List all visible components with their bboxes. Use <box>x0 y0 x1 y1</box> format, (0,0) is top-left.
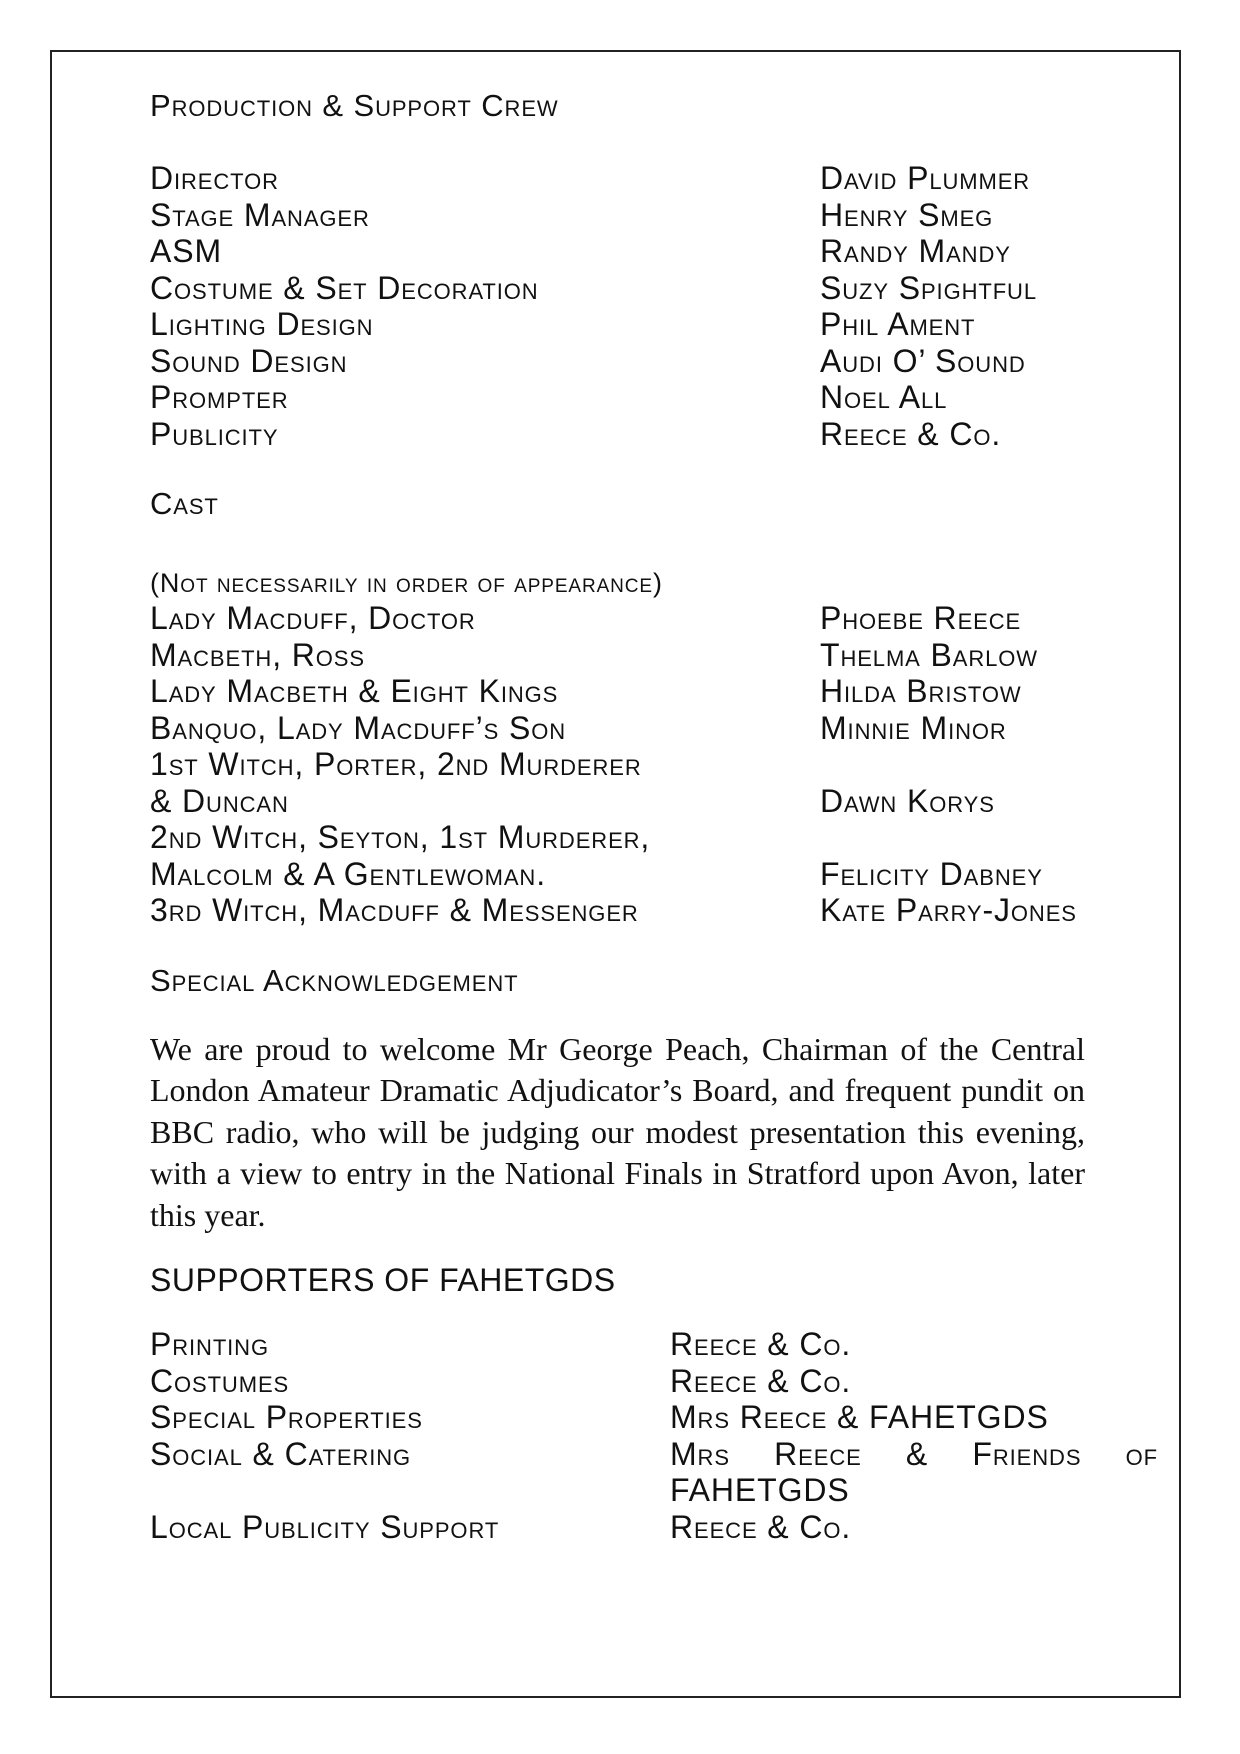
cast-note: (Not necessarily in order of appearance) <box>150 568 663 598</box>
crew-row <box>150 416 1160 453</box>
crew-name: Phil Ament <box>820 306 976 342</box>
cast-role: Macbeth, Ross <box>150 636 365 673</box>
crew-role: Sound Design <box>150 342 348 379</box>
cast-actor: Thelma Barlow <box>820 636 1038 673</box>
crew-name: David Plummer <box>820 160 1031 196</box>
crew-name: Audi O’ Sound <box>820 342 1026 379</box>
cast-role: & Duncan <box>150 782 289 819</box>
cast-actor: Minnie Minor <box>820 709 1007 746</box>
crew-role: ASM <box>150 233 223 269</box>
crew-role: Director <box>150 160 279 196</box>
supporter-role: Printing <box>150 1326 269 1362</box>
cast-actor: Phoebe Reece <box>820 600 1022 636</box>
crew-row <box>150 197 1160 234</box>
programme-page <box>150 88 1160 1545</box>
supporter-row <box>150 1326 1160 1363</box>
cast-role: 2nd Witch, Seyton, 1st Murderer, <box>150 819 651 855</box>
cast-row <box>150 856 1160 893</box>
supporter-role: Local Publicity Support <box>150 1508 500 1545</box>
cast-role: Banquo, Lady Macduff’s Son <box>150 709 567 746</box>
supporter-name: Reece & Co. <box>670 1508 852 1545</box>
acknowledgement-heading: Special Acknowledgement <box>150 962 519 998</box>
supporter-role: Costumes <box>150 1362 290 1399</box>
crew-name: Henry Smeg <box>820 196 994 233</box>
cast-role: 1st Witch, Porter, 2nd Murderer <box>150 746 642 782</box>
cast-list <box>150 600 1160 929</box>
supporter-row <box>150 1399 1160 1436</box>
crew-role: Prompter <box>150 379 289 415</box>
cast-heading: Cast <box>150 486 219 521</box>
crew-role: Publicity <box>150 415 279 452</box>
crew-name: Randy Mandy <box>820 233 1011 269</box>
supporter-role: Social & Catering <box>150 1435 412 1472</box>
supporter-row <box>150 1436 1160 1509</box>
supporter-row <box>150 1363 1160 1400</box>
crew-role: Costume & Set Decoration <box>150 269 539 306</box>
cast-actor: Kate Parry-Jones <box>820 892 1077 928</box>
supporter-name: Mrs Reece & Friends of FAHETGDS <box>670 1435 1158 1508</box>
supporters-heading: SUPPORTERS OF FAHETGDS <box>150 1262 616 1298</box>
cast-row <box>150 783 1160 820</box>
crew-role: Stage Manager <box>150 196 370 233</box>
supporter-name: Reece & Co. <box>670 1326 852 1362</box>
supporter-role: Special Properties <box>150 1399 423 1435</box>
cast-row <box>150 600 1160 637</box>
cast-row <box>150 673 1160 710</box>
crew-row <box>150 343 1160 380</box>
crew-row <box>150 270 1160 307</box>
cast-row <box>150 892 1160 929</box>
cast-role: 3rd Witch, Macduff & Messenger <box>150 892 639 928</box>
crew-row <box>150 160 1160 197</box>
cast-actor: Felicity Dabney <box>820 855 1043 892</box>
cast-role: Lady Macbeth & Eight Kings <box>150 673 559 709</box>
cast-row <box>150 710 1160 747</box>
cast-row <box>150 746 1160 783</box>
crew-name: Noel All <box>820 379 948 415</box>
crew-row <box>150 306 1160 343</box>
crew-row <box>150 379 1160 416</box>
supporters-list <box>150 1326 1160 1545</box>
crew-row <box>150 233 1160 270</box>
supporter-row <box>150 1509 1160 1546</box>
cast-actor: Dawn Korys <box>820 782 995 819</box>
crew-name: Reece & Co. <box>820 415 1002 452</box>
acknowledgement-text: We are proud to welcome Mr George Peach, Chairman of the Central London Amateur Dramatic Adjudicator’s Board, and frequent pundit on BBC radio, who will be judging our modest presentation this evening, with a view to entry in the National Finals in Stratford upon Avon, later this year. <box>150 1030 1085 1233</box>
cast-row <box>150 637 1160 674</box>
cast-role: Malcolm & A Gentlewoman. <box>150 855 547 892</box>
supporter-name: Mrs Reece & FAHETGDS <box>670 1399 1049 1435</box>
production-heading: Production & Support Crew <box>150 88 559 123</box>
cast-role: Lady Macduff, Doctor <box>150 600 476 636</box>
cast-actor: Hilda Bristow <box>820 673 1022 709</box>
production-list <box>150 160 1160 452</box>
cast-row <box>150 819 1160 856</box>
crew-name: Suzy Spightful <box>820 269 1037 306</box>
crew-role: Lighting Design <box>150 306 374 342</box>
supporter-name: Reece & Co. <box>670 1362 852 1399</box>
